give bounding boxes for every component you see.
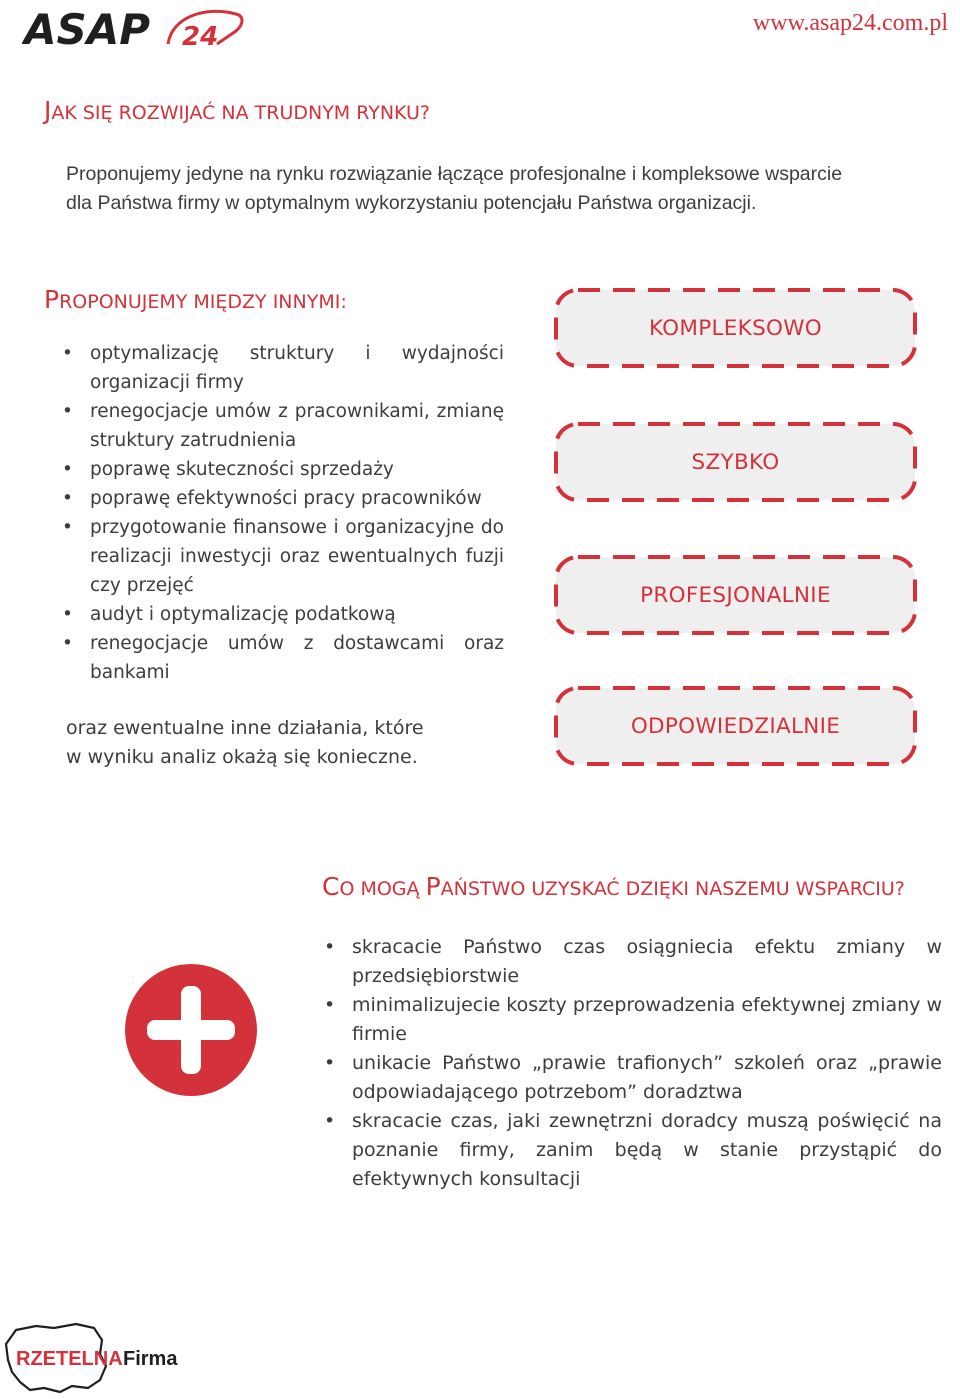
offer-list	[60, 339, 504, 687]
feature-box-label: KOMPLEKSOWO	[648, 315, 823, 341]
svg-text:RZETELNA: RZETELNA	[16, 1348, 123, 1370]
intro-paragraph	[66, 160, 946, 218]
feature-box-professional	[554, 555, 917, 635]
list-item: • optymalizację struktury i wydajności organizacji firmy	[60, 339, 504, 397]
asap24-logo	[22, 4, 247, 54]
site-url-link[interactable]: www.asap24.com.pl	[752, 10, 948, 36]
list-item: • unikacie Państwo „prawie trafionych” szkoleń oraz „prawie odpowiadającego potrzebom” doradztwa	[322, 1049, 942, 1107]
list-item: • skracacie czas, jaki zewnętrzni doradcy muszą poświęcić na poznanie firmy, zanim będą w stanie przystąpić do efektywnych konsultacji	[322, 1107, 942, 1194]
section-title-develop: JAK SIĘ ROZWIJAĆ NA TRUDNYM RYNKU?	[44, 96, 430, 125]
list-item: • skracacie Państwo czas osiągniecia efektu zmiany w przedsiębiorstwie	[322, 933, 942, 991]
intro-line: dla Państwa firmy w optymalnym wykorzystaniu potencjału Państwa organizacji.	[66, 192, 757, 214]
benefits-list	[322, 933, 942, 1194]
list-item: • poprawę skuteczności sprzedaży	[60, 455, 504, 484]
list-item: • minimalizujecie koszty przeprowadzenia efektywnej zmiany w firmie	[322, 991, 942, 1049]
logo-text: ASAP	[24, 5, 151, 54]
feature-box-label: PROFESJONALNIE	[640, 582, 831, 608]
list-item: • renegocjacje umów z dostawcami oraz bankami	[60, 629, 504, 687]
logo-number: 24	[182, 22, 219, 52]
feature-box-label: ODPOWIEDZIALNIE	[630, 713, 841, 739]
list-item: • poprawę efektywności pracy pracowników	[60, 484, 504, 513]
plus-icon	[125, 964, 257, 1096]
feature-box-comprehensive	[554, 288, 917, 368]
list-item: • audyt i optymalizację podatkową	[60, 600, 504, 629]
section-title-benefits: CO MOGĄ PAŃSTWO UZYSKAĆ DZIĘKI NASZEMU WSPARCIU?	[322, 872, 905, 901]
poland-map-icon	[2, 1322, 180, 1394]
feature-box-responsible	[554, 686, 917, 766]
closing-paragraph	[66, 714, 466, 772]
list-item: • renegocjacje umów z pracownikami, zmianę struktury zatrudnienia	[60, 397, 504, 455]
closing-line: oraz ewentualne inne działania, które	[66, 717, 424, 739]
svg-text:Firma: Firma	[123, 1348, 178, 1370]
feature-box-label: SZYBKO	[691, 449, 780, 475]
section-title-we-offer: PROPONUJEMY MIĘDZY INNYMI:	[44, 285, 347, 314]
list-item: • przygotowanie finansowe i organizacyjne do realizacji inwestycji oraz ewentualnych fuzji czy przejęć	[60, 513, 504, 600]
rzetelna-firma-badge	[2, 1322, 180, 1394]
intro-line: Proponujemy jedyne na rynku rozwiązanie łączące profesjonalne i kompleksowe wsparcie	[66, 163, 843, 185]
feature-box-fast	[554, 422, 917, 502]
closing-line: w wyniku analiz okażą się konieczne.	[66, 746, 418, 768]
